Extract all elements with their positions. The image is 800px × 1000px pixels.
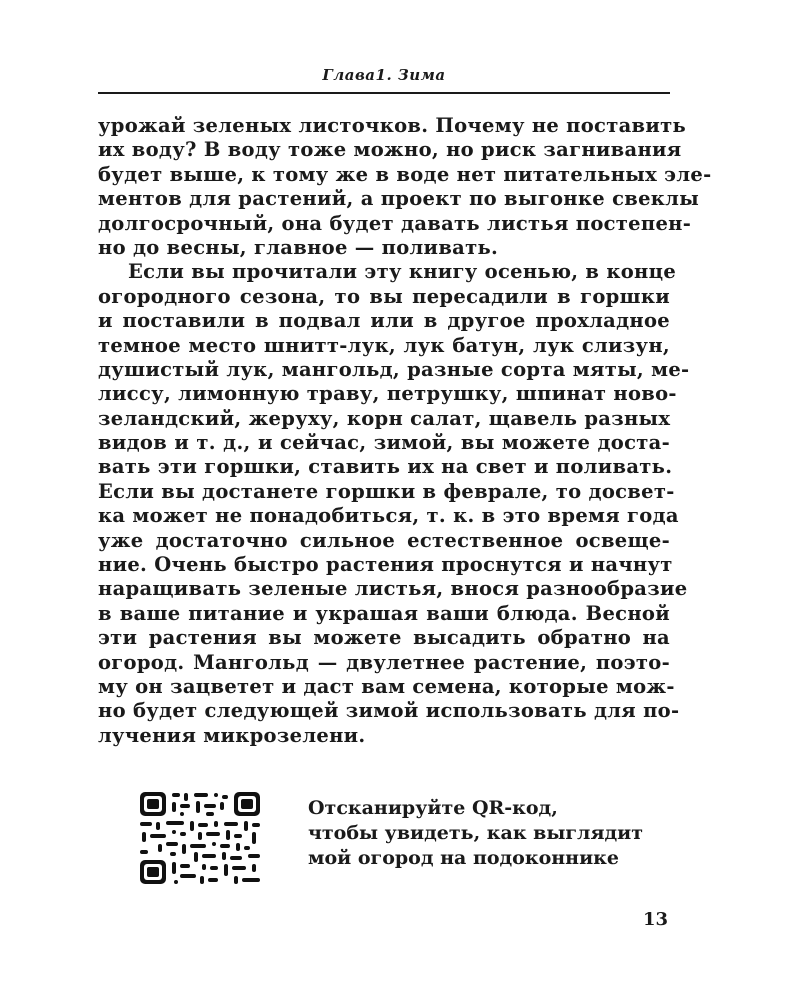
text-line: но до весны, главное — поливать. [98,235,499,259]
qr-code-graphic [136,788,266,888]
text-line: но будет следующей зимой использовать для по- [98,699,680,723]
text-line: урожай зеленых листочков. Почему не поставить [98,114,687,137]
text-line: ние. Очень быстро растения проснутся и начнут [98,553,673,577]
body-text [98,114,712,748]
text-line: Если вы прочитали эту книгу осенью, в конце [128,260,677,284]
qr-caption-line: чтобы увидеть, как выглядит [308,822,644,844]
text-line: му он зацветет и даст вам семена, которые мож- [98,674,675,698]
qr-caption-line: мой огород на подоконнике [308,847,619,869]
text-line: их воду? В воду тоже можно, но риск загнивания [98,138,682,162]
page-number: 13 [642,909,668,930]
qr-caption [308,796,668,871]
qr-code-icon [136,788,266,888]
text-line: зеландский, жеруху, корн салат, щавель разных [98,406,671,430]
text-line: и поставили в подвал или в другое прохладное [98,309,670,333]
running-head-title: Глава1. Зима [322,66,446,84]
text-line: ментов для растений, а проект по выгонке свеклы [98,187,700,211]
text-line: темное место шнитт-лук, лук батун, лук слизун, [98,333,670,357]
text-line: наращивать зеленые листья, внося разнообразие [98,577,688,601]
text-line: ка может не понадобиться, т. к. в это время года [98,504,679,528]
text-line: уже достаточно сильное естественное освеще- [98,528,670,552]
text-line: душистый лук, мангольд, разные сорта мяты, ме- [98,357,690,381]
text-line: огород. Мангольд — двулетнее растение, поэто- [98,650,670,674]
text-line: в ваше питание и украшая ваши блюда. Весной [98,601,670,625]
text-line: Если вы достанете горшки в феврале, то досвет- [98,479,675,503]
qr-caption-line: Отсканируйте QR-код, [308,797,558,819]
text-line: будет выше, к тому же в воде нет питательных эле- [98,162,712,186]
text-line: огородного сезона, то вы пересадили в горшки [98,284,670,308]
header-rule [98,92,670,94]
text-line: лучения микрозелени. [98,723,366,747]
text-line: видов и т. д., и сейчас, зимой, вы можете доста- [98,431,670,455]
text-line: лиссу, лимонную траву, петрушку, шпинат ново- [98,382,677,406]
text-line: вать эти горшки, ставить их на свет и поливать. [98,455,673,479]
text-line: долгосрочный, она будет давать листья постепен- [98,211,692,235]
text-line: эти растения вы можете высадить обратно на [98,626,670,650]
